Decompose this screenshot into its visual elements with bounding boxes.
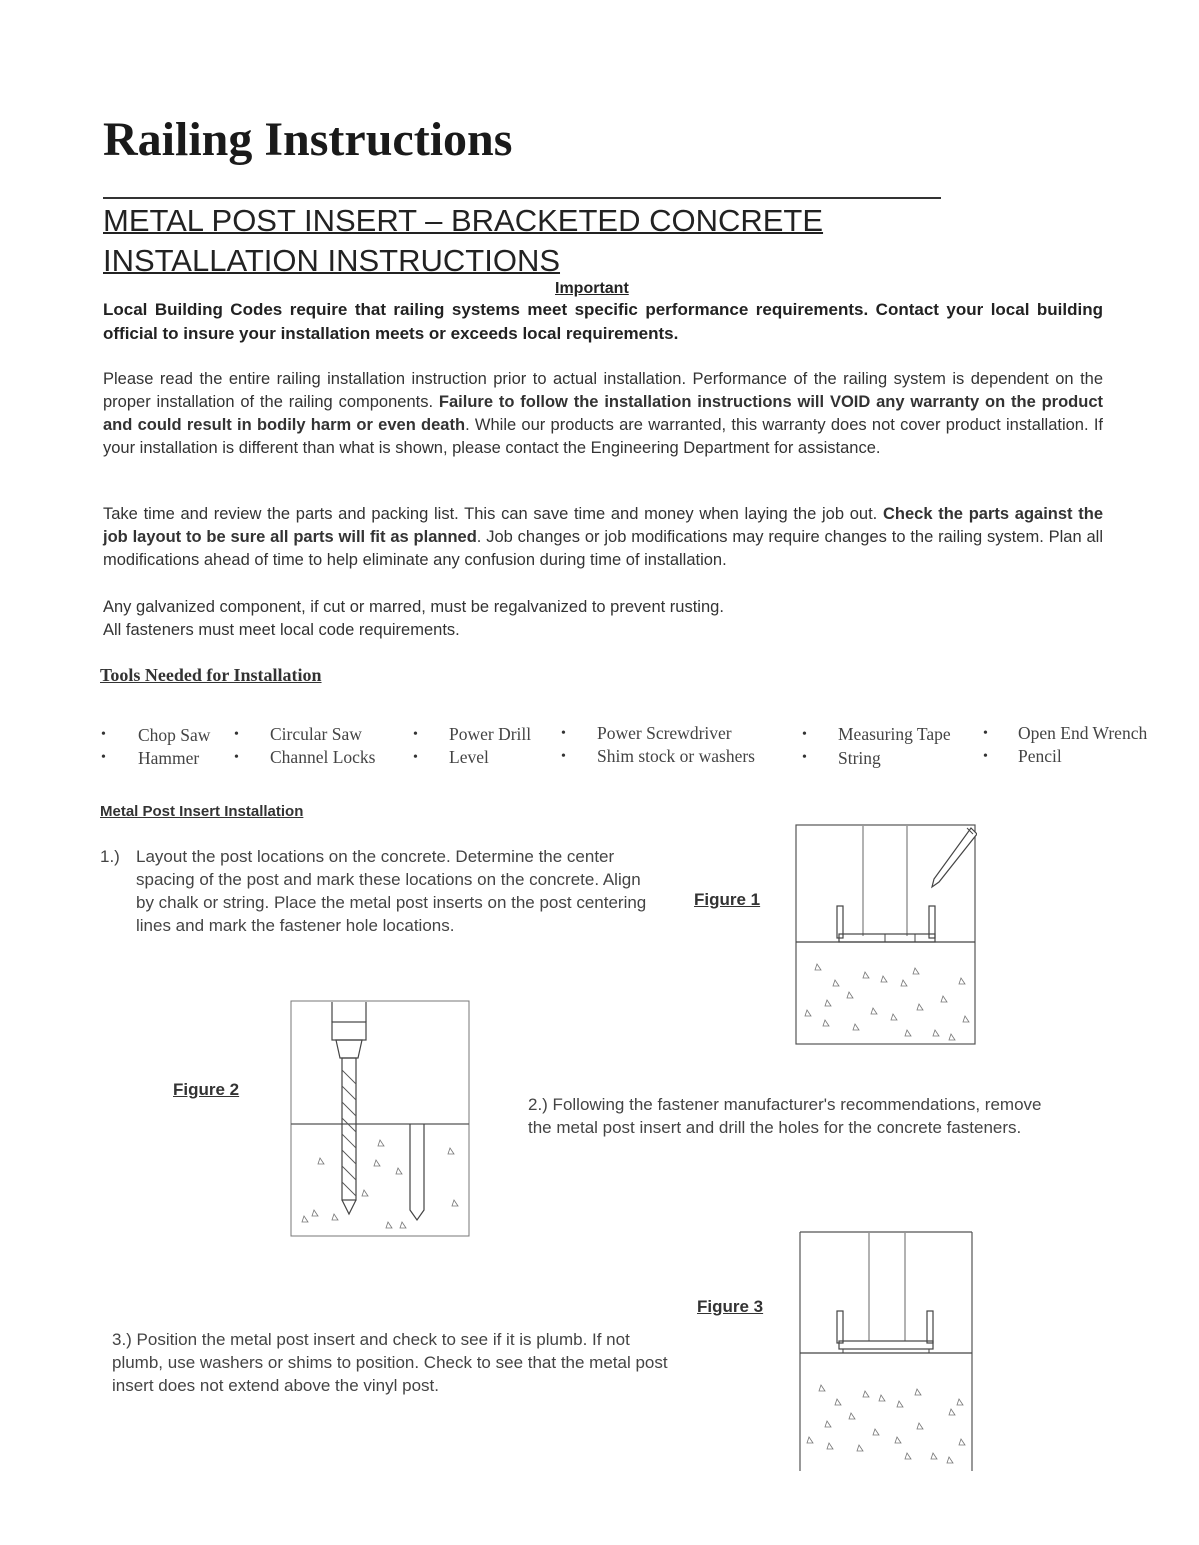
bullet-icon: • [413, 750, 418, 765]
bullet-icon: • [802, 750, 807, 765]
tool-item: Power Screwdriver [597, 723, 732, 743]
figure-1-label: Figure 1 [694, 890, 761, 909]
read-text-b: . While our products are warranted, this warranty does not cover product installation. If your installation is different than what is shown, please contact the Engineering Department for assistance. [103, 416, 1103, 457]
step-1-text: Layout the post locations on the concrete. Determine the center spacing of the post and mark these locations on the concrete. Align by chalk or string. Place the metal post inserts on the post centering lines and mark the fastener hole locations. [136, 847, 647, 935]
bullet-icon: • [983, 726, 988, 741]
title-divider [103, 197, 941, 199]
tool-item: Power Drill [449, 724, 532, 744]
bullet-icon: • [413, 727, 418, 742]
installation-heading: Metal Post Insert Installation [100, 803, 304, 820]
figure-2-illustration [290, 1000, 471, 1238]
check-parts-warning: Check the parts against the job layout to be sure all parts will fit as planned [103, 505, 1103, 546]
bullet-icon: • [101, 727, 106, 742]
bullet-icon: • [983, 749, 988, 764]
tool-item: Circular Saw [270, 724, 362, 744]
figure-1-illustration [795, 824, 977, 1046]
tool-item: Level [449, 747, 489, 767]
tool-item: String [838, 748, 881, 768]
tools-heading: Tools Needed for Installation [100, 665, 322, 685]
tool-item: Open End Wrench [1018, 723, 1148, 743]
review-text-a: Take time and review the parts and packing list. This can save time and money when laying the job out. [103, 505, 883, 523]
review-parts-paragraph [103, 503, 1103, 572]
galvanized-line: Any galvanized component, if cut or marred, must be regalvanized to prevent rusting. [103, 598, 724, 616]
step-3-text: 3.) Position the metal post insert and check to see if it is plumb. If not plumb, use washers or shims to position. Check to see that the metal post insert does not extend above the vinyl post. [112, 1330, 668, 1395]
read-instructions-paragraph [103, 368, 1103, 460]
tool-item: Shim stock or washers [597, 746, 755, 766]
tool-item: Measuring Tape [838, 724, 951, 744]
local-codes-notice: Local Building Codes require that railing systems meet specific performance requirements. Contact your local building official to insure your installation meets or exceeds local requirements. [103, 300, 1103, 343]
galvanized-paragraph [103, 596, 1103, 642]
bullet-icon: • [101, 750, 106, 765]
bullet-icon: • [802, 727, 807, 742]
subtitle-line-1: METAL POST INSERT – BRACKETED CONCRETE [103, 203, 824, 238]
figure-2-label: Figure 2 [173, 1080, 240, 1099]
important-heading: Important [555, 280, 629, 297]
tool-item: Hammer [138, 748, 200, 768]
subtitle-line-2: INSTALLATION INSTRUCTIONS [103, 243, 561, 278]
tool-item: Pencil [1018, 746, 1062, 766]
tool-item: Chop Saw [138, 725, 211, 745]
figure-3-label: Figure 3 [697, 1297, 764, 1316]
bullet-icon: • [561, 749, 566, 764]
review-text-b: . Job changes or job modifications may require changes to the railing system. Plan all modifications ahead of time to help eliminate any confusion during time of installation. [103, 528, 1103, 569]
bullet-icon: • [561, 726, 566, 741]
figure-3-illustration [799, 1231, 974, 1473]
page-title: Railing Instructions [103, 113, 513, 166]
read-text-a: Please read the entire railing installation instruction prior to actual installation. Performance of the railing system is dependent on the proper installation of the railing components. [103, 370, 1103, 411]
step-1-number: 1.) [100, 847, 120, 866]
tool-item: Channel Locks [270, 747, 376, 767]
bullet-icon: • [234, 750, 239, 765]
bullet-icon: • [234, 727, 239, 742]
fasteners-line: All fasteners must meet local code requirements. [103, 621, 460, 639]
step-2-text: 2.) Following the fastener manufacturer's recommendations, remove the metal post insert and drill the holes for the concrete fasteners. [528, 1095, 1042, 1137]
warranty-warning: Failure to follow the installation instructions will VOID any warranty on the product and could result in bodily harm or even death [103, 393, 1104, 434]
